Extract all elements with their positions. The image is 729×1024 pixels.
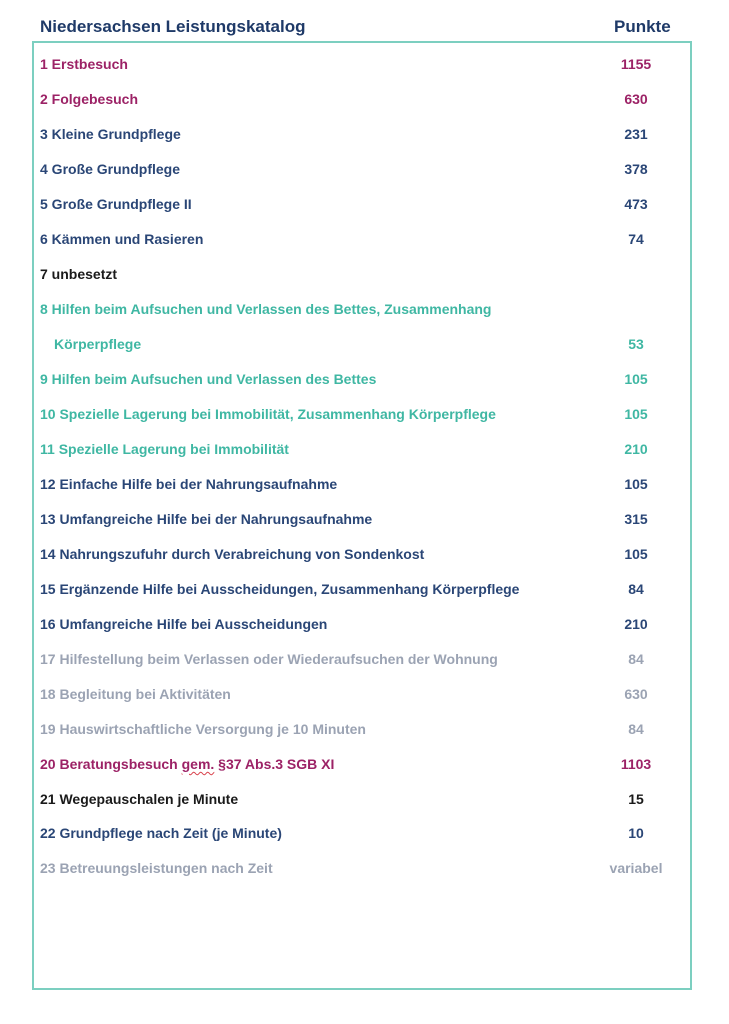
service-points: 630 <box>624 686 648 702</box>
catalog-row <box>0 789 729 809</box>
service-label: 1 Erstbesuch <box>40 56 128 72</box>
service-label: 14 Nahrungszufuhr durch Verabreichung von Sondenkost <box>40 546 425 562</box>
service-label: 13 Umfangreiche Hilfe bei der Nahrungsaufnahme <box>40 511 373 527</box>
service-label: 21 Wegepauschalen je Minute <box>40 791 239 807</box>
catalog-row <box>0 369 729 389</box>
service-points: variabel <box>609 860 663 876</box>
catalog-row <box>0 649 729 669</box>
service-label: 7 unbesetzt <box>40 266 118 282</box>
service-label: 9 Hilfen beim Aufsuchen und Verlassen des Bettes <box>40 371 377 387</box>
catalog-row <box>0 54 729 74</box>
service-label: 2 Folgebesuch <box>40 91 139 107</box>
catalog-row <box>0 89 729 109</box>
points-column-heading: Punkte <box>614 17 671 36</box>
service-points: 630 <box>624 91 648 107</box>
catalog-row <box>0 719 729 739</box>
service-label: 11 Spezielle Lagerung bei Immobilität <box>40 441 289 457</box>
catalog-row-continuation <box>0 334 729 354</box>
service-label: 23 Betreuungsleistungen nach Zeit <box>40 860 273 876</box>
service-label-end: §37 Abs.3 SGB XI <box>214 756 335 772</box>
service-label: 12 Einfache Hilfe bei der Nahrungsaufnahme <box>40 476 338 492</box>
service-points: 10 <box>628 825 644 841</box>
service-points: 378 <box>624 161 648 177</box>
service-label: 8 Hilfen beim Aufsuchen und Verlassen des Bettes, Zusammenhang <box>40 301 492 317</box>
catalog-row <box>0 684 729 704</box>
service-points: 105 <box>624 371 648 387</box>
catalog-row <box>0 614 729 634</box>
service-points: 210 <box>624 441 648 457</box>
catalog-row <box>0 404 729 424</box>
service-label: Körperpflege <box>54 336 142 352</box>
service-label: 19 Hauswirtschaftliche Versorgung je 10 Minuten <box>40 721 366 737</box>
service-points: 84 <box>628 721 644 737</box>
catalog-row <box>0 159 729 179</box>
catalog-row <box>0 754 729 774</box>
service-points: 1155 <box>620 56 652 72</box>
catalog-row <box>0 579 729 599</box>
catalog-row <box>0 439 729 459</box>
catalog-row <box>0 474 729 494</box>
service-points: 84 <box>628 581 644 597</box>
catalog-row <box>0 194 729 214</box>
catalog-row <box>0 264 729 284</box>
service-points: 210 <box>624 616 648 632</box>
service-label: 4 Große Grundpflege <box>40 161 181 177</box>
page-title: Niedersachsen Leistungskatalog <box>40 17 306 36</box>
service-label <box>40 754 334 774</box>
service-label: 16 Umfangreiche Hilfe bei Ausscheidungen <box>40 616 328 632</box>
catalog-row <box>0 299 729 319</box>
catalog-row <box>0 229 729 249</box>
catalog-row <box>0 823 729 843</box>
service-label: 6 Kämmen und Rasieren <box>40 231 204 247</box>
service-points: 105 <box>624 406 648 422</box>
service-points: 231 <box>624 126 648 142</box>
service-points: 315 <box>624 511 648 527</box>
service-label: 22 Grundpflege nach Zeit (je Minute) <box>40 825 282 841</box>
service-label: 15 Ergänzende Hilfe bei Ausscheidungen, Zusammenhang Körperpflege <box>40 581 520 597</box>
service-points: 1103 <box>620 756 652 772</box>
service-points: 473 <box>624 196 648 212</box>
service-label: 3 Kleine Grundpflege <box>40 126 181 142</box>
service-points: 105 <box>624 546 648 562</box>
catalog-row <box>0 544 729 564</box>
service-points: 84 <box>628 651 644 667</box>
service-points: 53 <box>628 336 644 352</box>
service-label: 18 Begleitung bei Aktivitäten <box>40 686 231 702</box>
catalog-row <box>0 509 729 529</box>
spellcheck-underlined-word: gem. <box>181 756 215 772</box>
service-points: 105 <box>624 476 648 492</box>
catalog-row <box>0 124 729 144</box>
service-points: 15 <box>628 791 644 807</box>
service-label-start: 20 Beratungsbesuch <box>40 756 182 772</box>
service-points: 74 <box>628 231 644 247</box>
service-label: 17 Hilfestellung beim Verlassen oder Wiederaufsuchen der Wohnung <box>40 651 498 667</box>
service-label: 5 Große Grundpflege II <box>40 196 192 212</box>
service-label: 10 Spezielle Lagerung bei Immobilität, Zusammenhang Körperpflege <box>40 406 496 422</box>
catalog-row <box>0 858 729 878</box>
